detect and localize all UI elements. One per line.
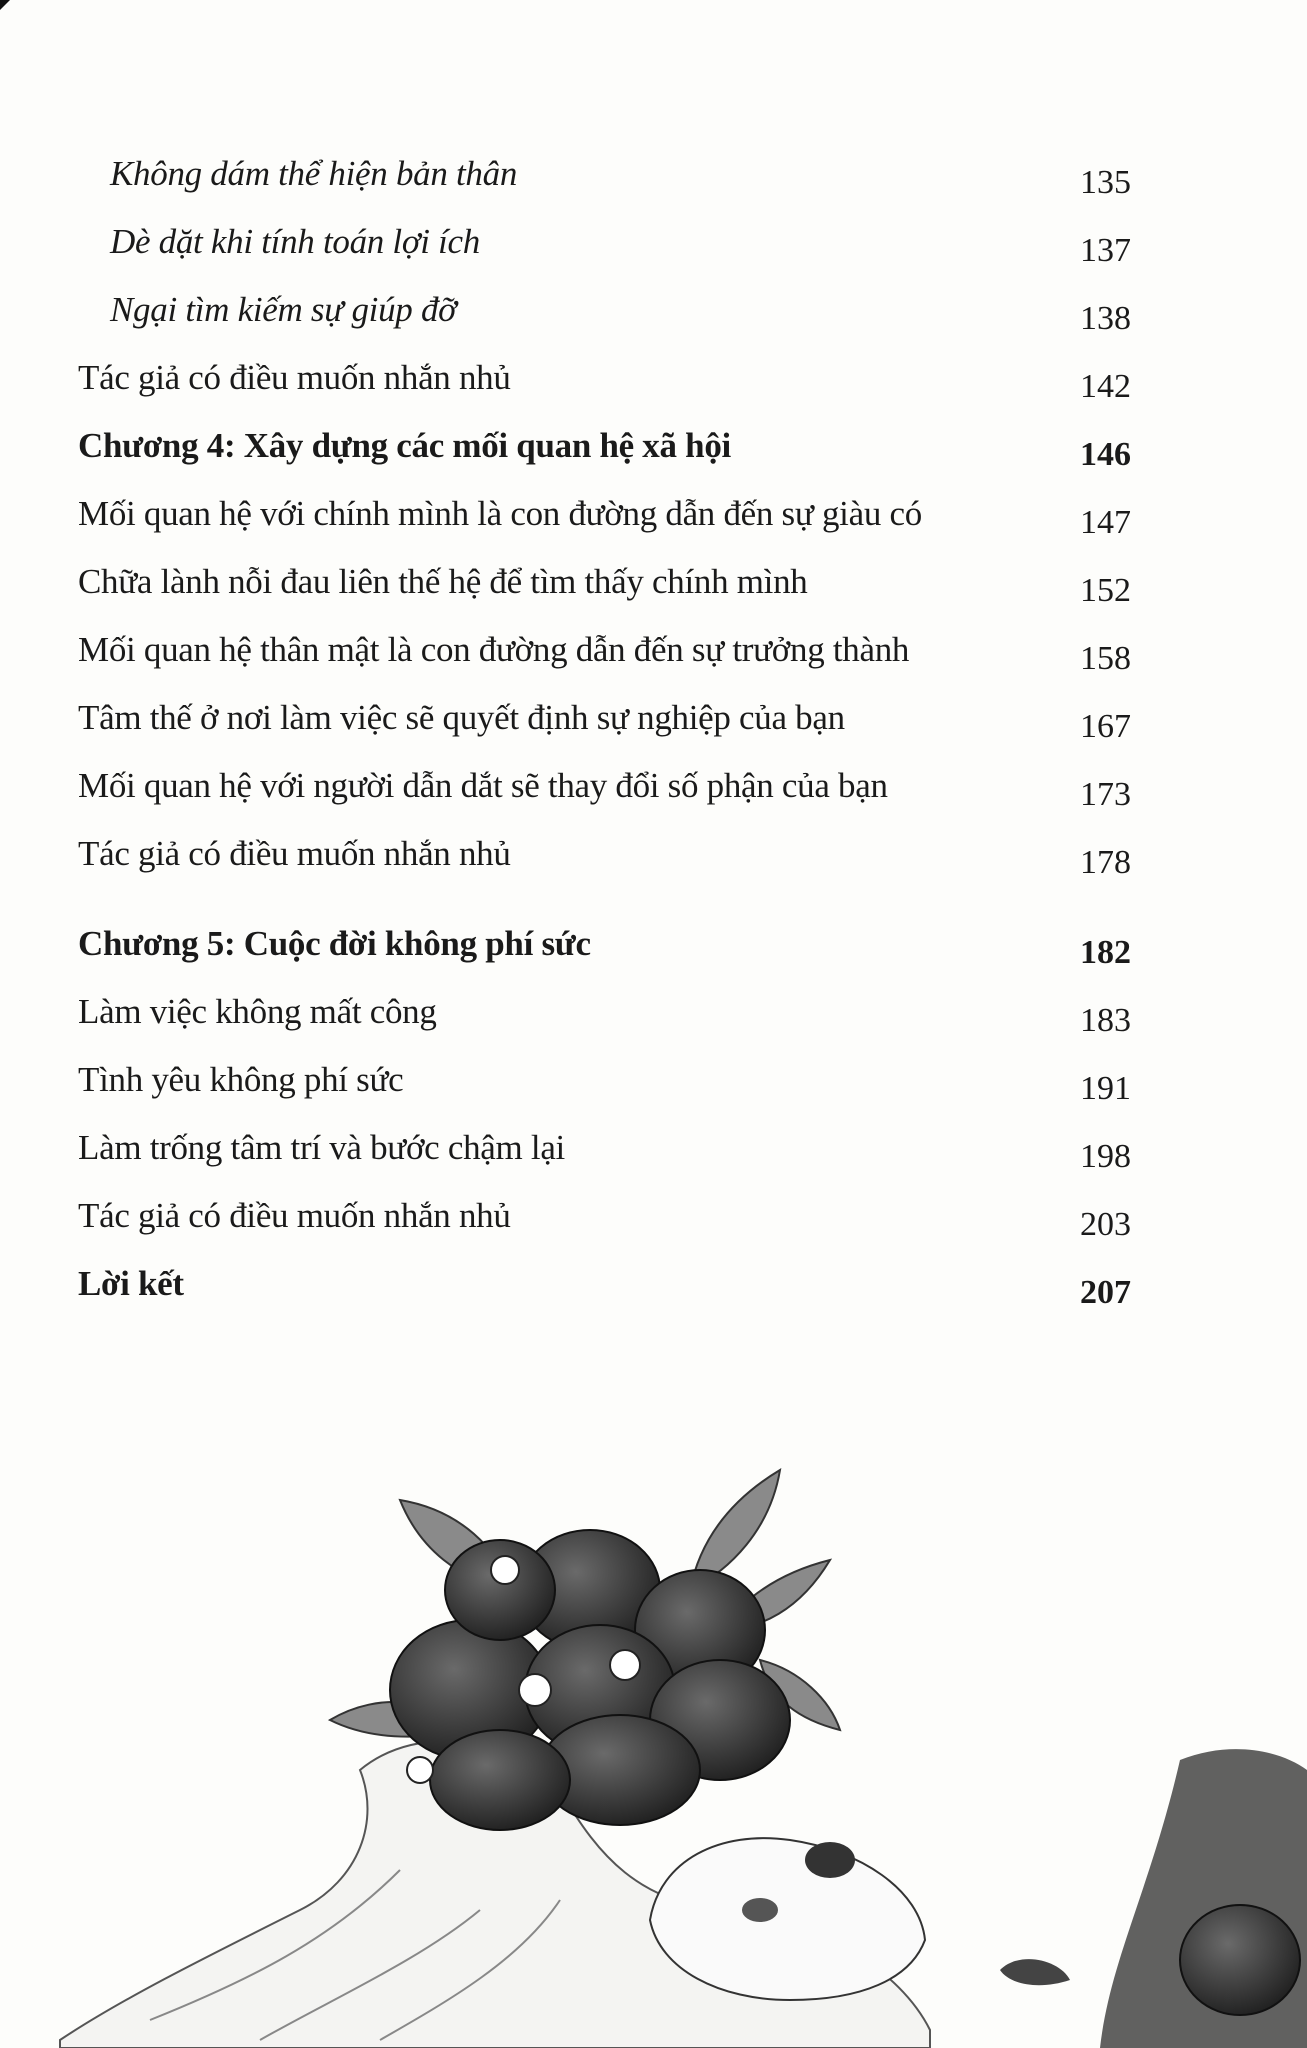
toc-chapter-title: Lời kết — [78, 1264, 184, 1303]
toc-entry-title: Mối quan hệ với chính mình là con đường dẫn đến sự giàu có — [78, 494, 922, 533]
toc-entry-page: 142 — [1080, 368, 1131, 405]
toc-chapter-title: Chương 4: Xây dựng các mối quan hệ xã hội — [78, 426, 731, 465]
toc-entry[interactable] — [0, 1192, 1307, 1260]
toc-entry-page: 203 — [1080, 1206, 1131, 1243]
toc-entry-title: Tình yêu không phí sức — [78, 1060, 404, 1099]
toc-entry[interactable] — [0, 558, 1307, 626]
toc-entry[interactable] — [0, 490, 1307, 558]
toc-entry[interactable] — [0, 762, 1307, 830]
toc-entry-title: Tác giả có điều muốn nhắn nhủ — [78, 358, 511, 397]
toc-entry[interactable] — [0, 626, 1307, 694]
toc-entry-page: 146 — [1080, 436, 1131, 473]
toc-entry-page: 191 — [1080, 1070, 1131, 1107]
toc-entry-page: 147 — [1080, 504, 1131, 541]
sleeping-cat — [650, 1838, 925, 2000]
corner-plant — [1000, 1749, 1307, 2048]
toc-chapter-title: Chương 5: Cuộc đời không phí sức — [78, 924, 591, 963]
toc-entry[interactable] — [0, 150, 1307, 218]
toc-entry-title: Chữa lành nỗi đau liên thế hệ để tìm thấy chính mình — [78, 562, 808, 601]
toc-entry-page: 158 — [1080, 640, 1131, 677]
toc-entry-title: Làm trống tâm trí và bước chậm lại — [78, 1128, 565, 1167]
toc-entry[interactable] — [0, 218, 1307, 286]
toc-entry[interactable] — [0, 694, 1307, 762]
toc-entry-page: 167 — [1080, 708, 1131, 745]
toc-entry-page: 178 — [1080, 844, 1131, 881]
toc-entry[interactable] — [0, 354, 1307, 422]
fruits — [390, 1530, 790, 1830]
toc-chapter[interactable] — [0, 422, 1307, 490]
toc-entry-title: Tâm thế ở nơi làm việc sẽ quyết định sự nghiệp của bạn — [78, 698, 845, 737]
toc-entry-page: 152 — [1080, 572, 1131, 609]
toc-chapter[interactable] — [0, 1260, 1307, 1328]
toc-entry-title: Mối quan hệ thân mật là con đường dẫn đến sự trưởng thành — [78, 630, 910, 669]
toc-entry-page: 173 — [1080, 776, 1131, 813]
toc-entry-page: 135 — [1080, 164, 1131, 201]
toc-entry[interactable] — [0, 988, 1307, 1056]
toc-entry[interactable] — [0, 1056, 1307, 1124]
toc-entry[interactable] — [0, 1124, 1307, 1192]
toc-entry-title: Mối quan hệ với người dẫn dắt sẽ thay đổi số phận của bạn — [78, 766, 888, 805]
page-corner-mark — [0, 0, 10, 10]
toc-entry-title: Tác giả có điều muốn nhắn nhủ — [78, 1196, 511, 1235]
toc-entry[interactable] — [0, 286, 1307, 354]
toc-entry-title: Dè dặt khi tính toán lợi ích — [110, 222, 480, 261]
toc-entry-title: Làm việc không mất công — [78, 992, 437, 1031]
toc-entry-page: 183 — [1080, 1002, 1131, 1039]
toc-chapter[interactable] — [0, 920, 1307, 988]
table-of-contents — [0, 150, 1307, 1328]
fruit-and-cat-illustration — [0, 1440, 1307, 2048]
toc-entry-page: 198 — [1080, 1138, 1131, 1175]
toc-entry-page: 138 — [1080, 300, 1131, 337]
toc-entry[interactable] — [0, 830, 1307, 898]
toc-entry-page: 137 — [1080, 232, 1131, 269]
toc-entry-page: 207 — [1080, 1274, 1131, 1311]
toc-entry-title: Tác giả có điều muốn nhắn nhủ — [78, 834, 511, 873]
toc-entry-title: Ngại tìm kiếm sự giúp đỡ — [110, 290, 457, 329]
toc-entry-page: 182 — [1080, 934, 1131, 971]
toc-entry-title: Không dám thể hiện bản thân — [110, 154, 518, 193]
